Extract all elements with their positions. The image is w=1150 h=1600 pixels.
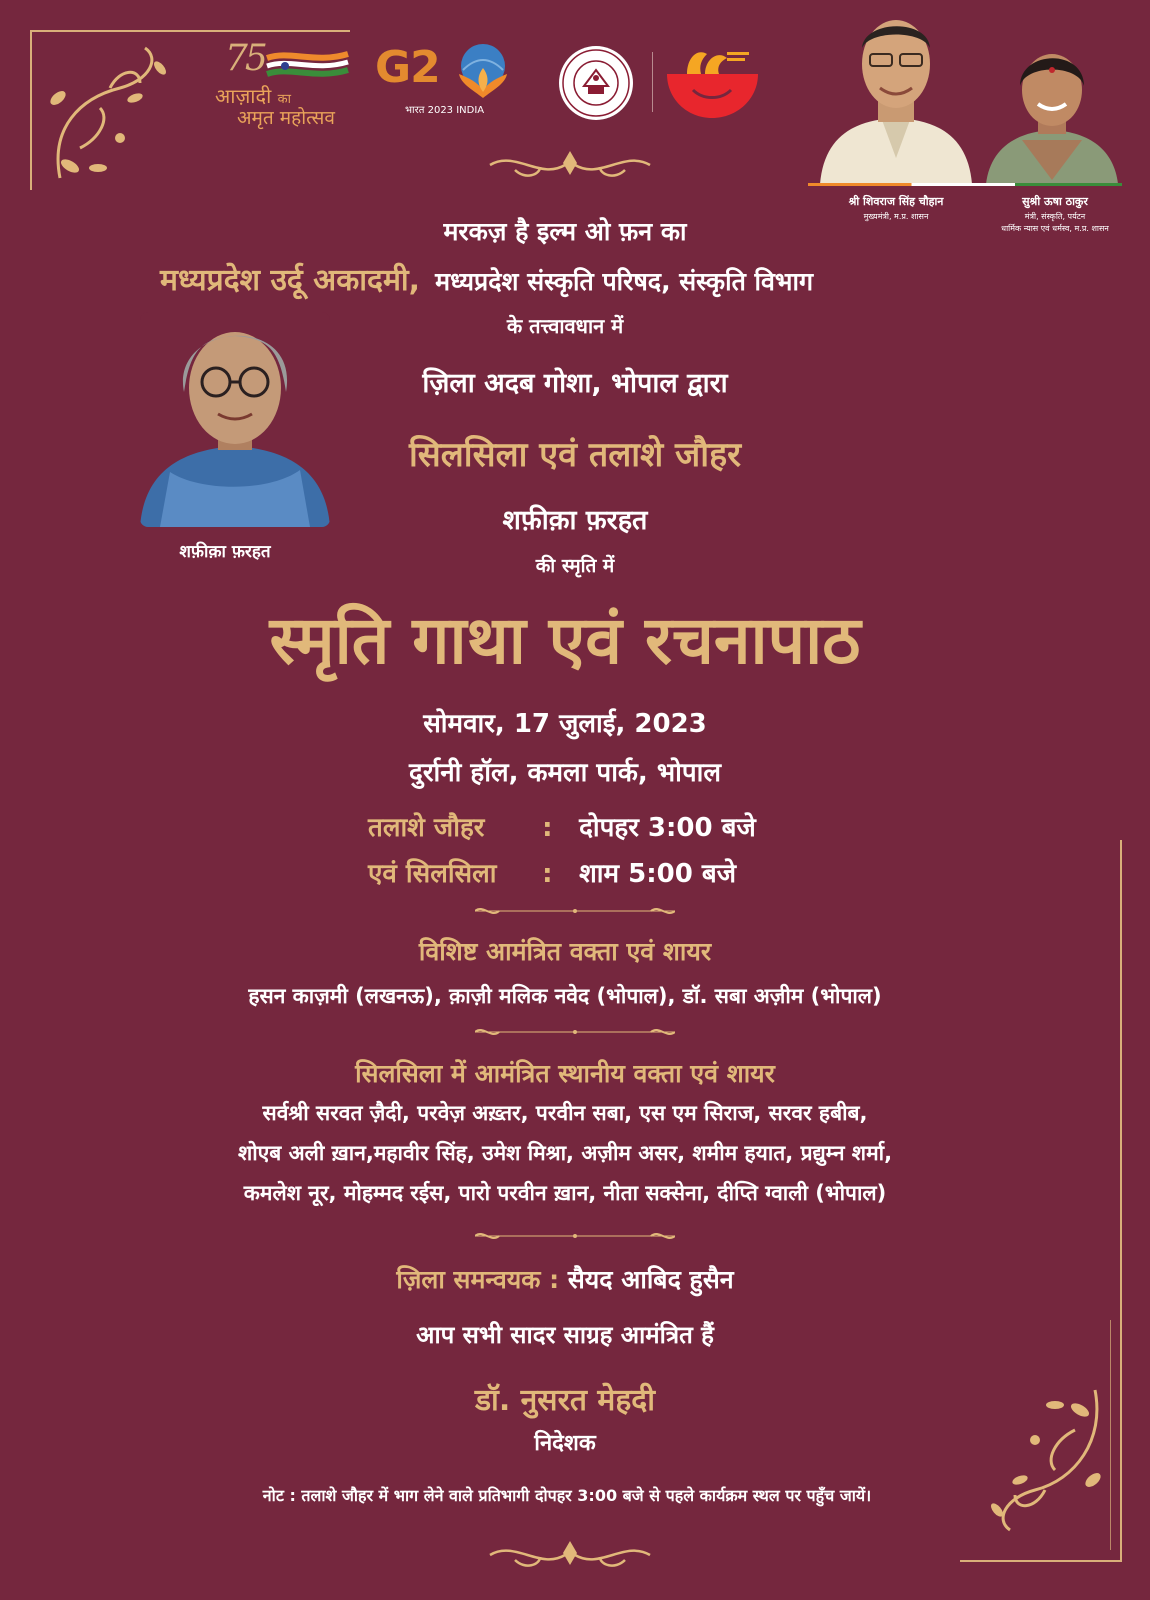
local-guests-heading: सिलसिला में आमंत्रित स्थानीय वक्ता एवं शायर xyxy=(355,1059,775,1088)
corner-ornament-top-left xyxy=(40,38,170,188)
schedule-label: तलाशे जौहर xyxy=(368,813,485,843)
event-venue: दुर्रानी हॉल, कमला पार्क, भोपाल xyxy=(409,758,721,788)
special-guests-names: हसन काज़मी (लखनऊ), क़ाज़ी मलिक नवेद (भोपाल), डॉ. सबा अज़ीम (भोपाल) xyxy=(248,984,882,1008)
dignitary-photo-minister xyxy=(982,40,1122,184)
series-title: सिलसिला एवं तलाशे जौहर xyxy=(408,435,742,475)
footer-note: नोट : तलाशे जौहर में भाग लेने वाले प्रतिभागी दोपहर 3:00 बजे से पहले कार्यक्रम स्थल पर पहुँच जायें। xyxy=(262,1486,872,1505)
azadi-logo-line1: आज़ादी xyxy=(215,84,272,108)
section-divider xyxy=(475,904,675,918)
g20-logo-caption: भारत 2023 INDIA xyxy=(405,105,485,116)
tagline: मरकज़ है इल्म ओ फ़न का xyxy=(443,217,687,246)
event-title: स्मृति गाथा एवं रचनापाठ xyxy=(269,602,861,679)
special-guests-heading: विशिष्ट आमंत्रित वक्ता एवं शायर xyxy=(418,937,712,966)
under-aegis: के तत्त्वावधान में xyxy=(506,314,624,338)
dignitary-2-title-line1: मंत्री, संस्कृति, पर्यटन xyxy=(1024,212,1086,221)
honoree-photo xyxy=(140,312,330,527)
logo-separator xyxy=(652,52,653,112)
azadi-logo-line2: अमृत महोत्सव xyxy=(237,107,335,129)
schedule-separator: : xyxy=(542,813,553,843)
dignitary-photo-underline xyxy=(808,183,1122,186)
local-guests-line-1: सर्वश्री सरवत ज़ैदी, परवेज़ अख़्तर, परवीन सबा, एस एम सिराज, सरवर हबीब, xyxy=(262,1101,868,1125)
director-designation: निदेशक xyxy=(534,1431,596,1456)
azadi-ka-amrit-mahotsav-logo xyxy=(215,38,355,128)
schedule-separator: : xyxy=(542,859,553,889)
g20-logo xyxy=(375,40,515,120)
dignitary-2-name: सुश्री ऊषा ठाकुर xyxy=(1022,195,1088,208)
bottom-center-ornament xyxy=(485,1535,655,1575)
azadi-logo-number: 75 xyxy=(225,38,265,79)
event-date: सोमवार, 17 जुलाई, 2023 xyxy=(423,709,707,739)
schedule-time: दोपहर 3:00 बजे xyxy=(579,813,756,843)
coordinator-name: सैयद आबिद हुसैन xyxy=(567,1265,734,1294)
urdu-academy-seal-icon xyxy=(557,44,635,122)
azadi-logo-small: का xyxy=(277,92,291,107)
section-divider xyxy=(475,1229,675,1243)
dignitary-2-title-line2: धार्मिक न्यास एवं धर्मस्व, म.प्र. शासन xyxy=(1001,224,1109,233)
schedule-row-silsila xyxy=(368,854,736,890)
tricolor-flag-icon xyxy=(265,50,350,82)
organizer-line xyxy=(160,258,813,299)
frame-left-line xyxy=(30,30,32,190)
in-memory-of: की स्मृति में xyxy=(535,555,615,577)
frame-bottom-line xyxy=(960,1560,1122,1562)
schedule-time: शाम 5:00 बजे xyxy=(579,859,736,889)
section-divider xyxy=(475,1025,675,1039)
org-main-name: मध्यप्रदेश उर्दू अकादमी, xyxy=(160,263,421,298)
invitation-line: आप सभी सादर साग्रह आमंत्रित हैं xyxy=(416,1321,714,1349)
director-name: डॉ. नुसरत मेहदी xyxy=(475,1383,655,1418)
dignitary-1-title: मुख्यमंत्री, म.प्र. शासन xyxy=(863,212,929,221)
local-guests-line-3: कमलेश नूर, मोहम्मद रईस, पारो परवीन ख़ान, नीता सक्सेना, दीप्ति ग्वाली (भोपाल) xyxy=(243,1181,887,1205)
dignitary-photo-chief-minister xyxy=(812,8,980,184)
g20-logo-text: G2 xyxy=(375,42,440,93)
globe-lotus-icon xyxy=(453,40,513,100)
top-center-ornament xyxy=(485,145,655,185)
org-rest-names: मध्यप्रदेश संस्कृति परिषद, संस्कृति विभाग xyxy=(435,267,814,296)
schedule-label: एवं सिलसिला xyxy=(368,859,497,889)
schedule-row-talashe-jauhar xyxy=(368,808,756,844)
frame-top-line xyxy=(30,30,350,32)
honoree-name: शफ़ीक़ा फ़रहत xyxy=(502,505,648,536)
dignitary-1-name: श्री शिवराज सिंह चौहान xyxy=(848,195,944,208)
local-guests-line-2: शोएब अली ख़ान,महावीर सिंह, उमेश मिश्रा, अज़ीम असर, शमीम हयात, प्रद्युम्न शर्मा, xyxy=(237,1141,893,1165)
coordinator-line xyxy=(0,1262,1140,1296)
culture-department-logo-icon xyxy=(665,44,760,119)
district-organizer: ज़िला अदब गोशा, भोपाल द्वारा xyxy=(422,368,728,399)
honoree-photo-caption: शफ़ीक़ा फ़रहत xyxy=(179,542,271,562)
coordinator-label: ज़िला समन्वयक : xyxy=(396,1265,560,1294)
